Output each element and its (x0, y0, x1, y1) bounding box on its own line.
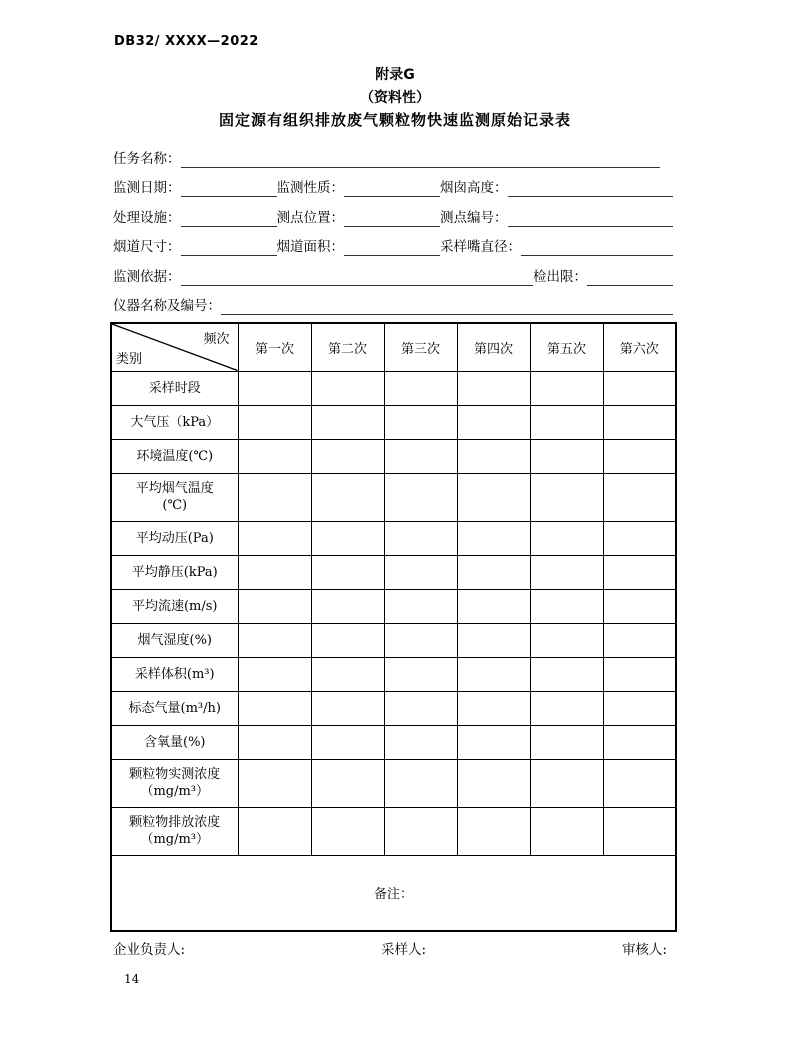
data-cell (457, 555, 530, 589)
company-head-label: 企业负责人: (113, 942, 186, 958)
data-cell (530, 405, 603, 439)
row-label (111, 725, 238, 759)
data-cell (384, 371, 457, 405)
data-cell (457, 657, 530, 691)
data-cell (311, 405, 384, 439)
row-label-text: 环境温度(℃) (136, 448, 214, 464)
row-label-text: 采样体积(m³) (134, 666, 215, 682)
instrument-line (221, 300, 673, 315)
data-cell (457, 473, 530, 521)
data-cell (384, 589, 457, 623)
treatment-facility-label: 处理设施： (113, 209, 181, 226)
data-cell (530, 807, 603, 855)
nozzle-diameter-line (521, 241, 673, 256)
data-cell (311, 589, 384, 623)
data-cell (603, 657, 676, 691)
data-cell (457, 807, 530, 855)
data-cell (384, 807, 457, 855)
row-unit-text: （mg/m³） (140, 784, 210, 799)
table-row-atmospheric-pressure (111, 405, 676, 439)
data-cell (530, 439, 603, 473)
data-cell (384, 405, 457, 439)
column-header-4: 第四次 (457, 323, 530, 371)
data-cell (311, 555, 384, 589)
data-cell (603, 691, 676, 725)
data-cell (384, 691, 457, 725)
data-cell (238, 691, 311, 725)
data-cell (530, 725, 603, 759)
row-label (111, 521, 238, 555)
corner-frequency-label: 频次 (203, 332, 230, 347)
table-row-ambient-temperature (111, 439, 676, 473)
treatment-facility-line (181, 212, 277, 227)
row-label-text: 平均流速(m/s) (131, 598, 218, 614)
form-row-date-nature-height (113, 168, 673, 198)
data-cell (603, 371, 676, 405)
data-cell (530, 473, 603, 521)
table-row-sampling-volume (111, 657, 676, 691)
row-unit-text: （mg/m³） (140, 832, 210, 847)
data-cell (238, 405, 311, 439)
monitor-basis-line (181, 271, 534, 286)
nozzle-diameter-label: 采样嘴直径： (440, 239, 521, 255)
data-cell (530, 691, 603, 725)
data-cell (384, 521, 457, 555)
data-cell (384, 657, 457, 691)
row-label-text: 含氧量(%) (144, 734, 206, 750)
data-cell (384, 555, 457, 589)
table-row-avg-dynamic-pressure (111, 521, 676, 555)
form-row-task-name (113, 138, 673, 168)
row-label (111, 555, 238, 589)
standard-number: DB32/ XXXX—2022 (114, 34, 259, 49)
data-cell (530, 623, 603, 657)
detection-limit-label: 检出限： (533, 268, 587, 285)
data-cell (530, 589, 603, 623)
point-number-label: 测点编号： (440, 209, 508, 226)
data-cell (603, 589, 676, 623)
data-cell (603, 521, 676, 555)
table-row-avg-flue-gas-temperature (111, 473, 676, 521)
form-title: 固定源有组织排放废气颗粒物快速监测原始记录表 (218, 111, 571, 129)
data-cell (457, 371, 530, 405)
data-cell (457, 725, 530, 759)
data-cell (311, 807, 384, 855)
page-number: 14 (124, 972, 140, 986)
monitoring-table-wrap (110, 322, 677, 932)
signature-row (113, 938, 667, 958)
point-position-label: 测点位置： (276, 209, 344, 226)
data-cell (238, 759, 311, 807)
remarks-cell (111, 855, 676, 931)
table-row-remarks (111, 855, 676, 931)
column-header-1: 第一次 (238, 323, 311, 371)
data-cell (457, 691, 530, 725)
table-row-avg-static-pressure (111, 555, 676, 589)
row-label (111, 371, 238, 405)
data-cell (603, 807, 676, 855)
task-name-line (181, 153, 661, 168)
data-cell (384, 759, 457, 807)
duct-area-line (344, 241, 440, 256)
data-cell (603, 623, 676, 657)
data-cell (530, 759, 603, 807)
data-cell (311, 657, 384, 691)
row-label-text: 平均烟气温度 (135, 481, 214, 496)
data-cell (530, 371, 603, 405)
row-label (111, 807, 238, 855)
duct-size-label: 烟道尺寸： (113, 239, 181, 255)
monitoring-table (110, 322, 677, 932)
data-cell (603, 725, 676, 759)
task-name-label: 任务名称： (113, 150, 181, 167)
monitor-nature-line (344, 182, 440, 197)
row-label-text: 标态气量(m³/h) (128, 700, 221, 716)
data-cell (311, 439, 384, 473)
data-cell (238, 555, 311, 589)
chimney-height-line (508, 182, 674, 197)
corner-category-label: 类别 (116, 351, 143, 367)
monitor-nature-label: 监测性质： (276, 180, 344, 196)
row-label-text: 平均静压(kPa) (131, 564, 218, 580)
title-block (0, 66, 790, 130)
duct-size-line (181, 241, 277, 256)
data-cell (530, 657, 603, 691)
data-cell (457, 405, 530, 439)
row-label (111, 473, 238, 521)
data-cell (238, 521, 311, 555)
remarks-label: 备注： (373, 887, 413, 903)
row-label-text: 烟气湿度(%) (137, 632, 212, 648)
form-row-duct (113, 227, 673, 257)
form-row-instrument (113, 286, 673, 316)
column-header-5: 第五次 (530, 323, 603, 371)
table-row-avg-velocity (111, 589, 676, 623)
row-label (111, 405, 238, 439)
form-row-facility-position-number (113, 197, 673, 227)
instrument-label: 仪器名称及编号： (113, 298, 221, 314)
table-header-row (111, 323, 676, 371)
data-cell (603, 759, 676, 807)
table-row-pm-emission-concentration (111, 807, 676, 855)
data-cell (384, 623, 457, 657)
data-cell (384, 439, 457, 473)
data-cell (530, 555, 603, 589)
reviewer-label: 审核人: (621, 942, 667, 958)
row-label (111, 439, 238, 473)
data-cell (311, 521, 384, 555)
duct-area-label: 烟道面积： (276, 239, 344, 255)
data-cell (311, 371, 384, 405)
data-cell (311, 725, 384, 759)
row-label (111, 657, 238, 691)
row-label (111, 623, 238, 657)
table-row-standard-gas-flow (111, 691, 676, 725)
table-row-oxygen-content (111, 725, 676, 759)
table-row-pm-measured-concentration (111, 759, 676, 807)
monitor-basis-label: 监测依据： (113, 268, 181, 285)
data-cell (603, 405, 676, 439)
monitor-date-line (181, 182, 277, 197)
data-cell (311, 691, 384, 725)
data-cell (238, 589, 311, 623)
column-header-2: 第二次 (311, 323, 384, 371)
row-label-text: 颗粒物排放浓度 (129, 815, 221, 830)
column-header-3: 第三次 (384, 323, 457, 371)
row-label-text: 颗粒物实测浓度 (129, 767, 221, 782)
data-cell (238, 623, 311, 657)
data-cell (384, 473, 457, 521)
data-cell (238, 725, 311, 759)
row-label (111, 759, 238, 807)
point-position-line (344, 212, 440, 227)
data-cell (238, 807, 311, 855)
chimney-height-label: 烟囱高度： (440, 180, 508, 196)
data-cell (603, 439, 676, 473)
detection-limit-line (587, 271, 673, 286)
data-cell (603, 473, 676, 521)
data-cell (238, 473, 311, 521)
data-cell (311, 759, 384, 807)
appendix-title: 附录G (375, 67, 415, 83)
sampler-label: 采样人: (380, 942, 427, 958)
column-header-6: 第六次 (603, 323, 676, 371)
data-cell (457, 439, 530, 473)
row-unit-text: (℃) (162, 498, 188, 513)
table-row-flue-gas-humidity (111, 623, 676, 657)
informative-note: （资料性） (360, 90, 430, 106)
row-label-text: 采样时段 (148, 380, 201, 396)
data-cell (457, 589, 530, 623)
data-cell (457, 759, 530, 807)
data-cell (311, 473, 384, 521)
data-cell (457, 521, 530, 555)
data-cell (311, 623, 384, 657)
row-label-text: 大气压（kPa） (130, 414, 220, 430)
form-fields (113, 138, 673, 315)
data-cell (238, 657, 311, 691)
data-cell (384, 725, 457, 759)
corner-cell (111, 323, 238, 371)
row-label-text: 平均动压(Pa) (135, 530, 214, 546)
table-row-sampling-period (111, 371, 676, 405)
monitor-date-label: 监测日期： (113, 180, 181, 196)
form-row-basis-limit (113, 256, 673, 286)
row-label (111, 691, 238, 725)
data-cell (238, 439, 311, 473)
data-cell (238, 371, 311, 405)
data-cell (603, 555, 676, 589)
data-cell (457, 623, 530, 657)
point-number-line (508, 212, 674, 227)
row-label (111, 589, 238, 623)
data-cell (530, 521, 603, 555)
